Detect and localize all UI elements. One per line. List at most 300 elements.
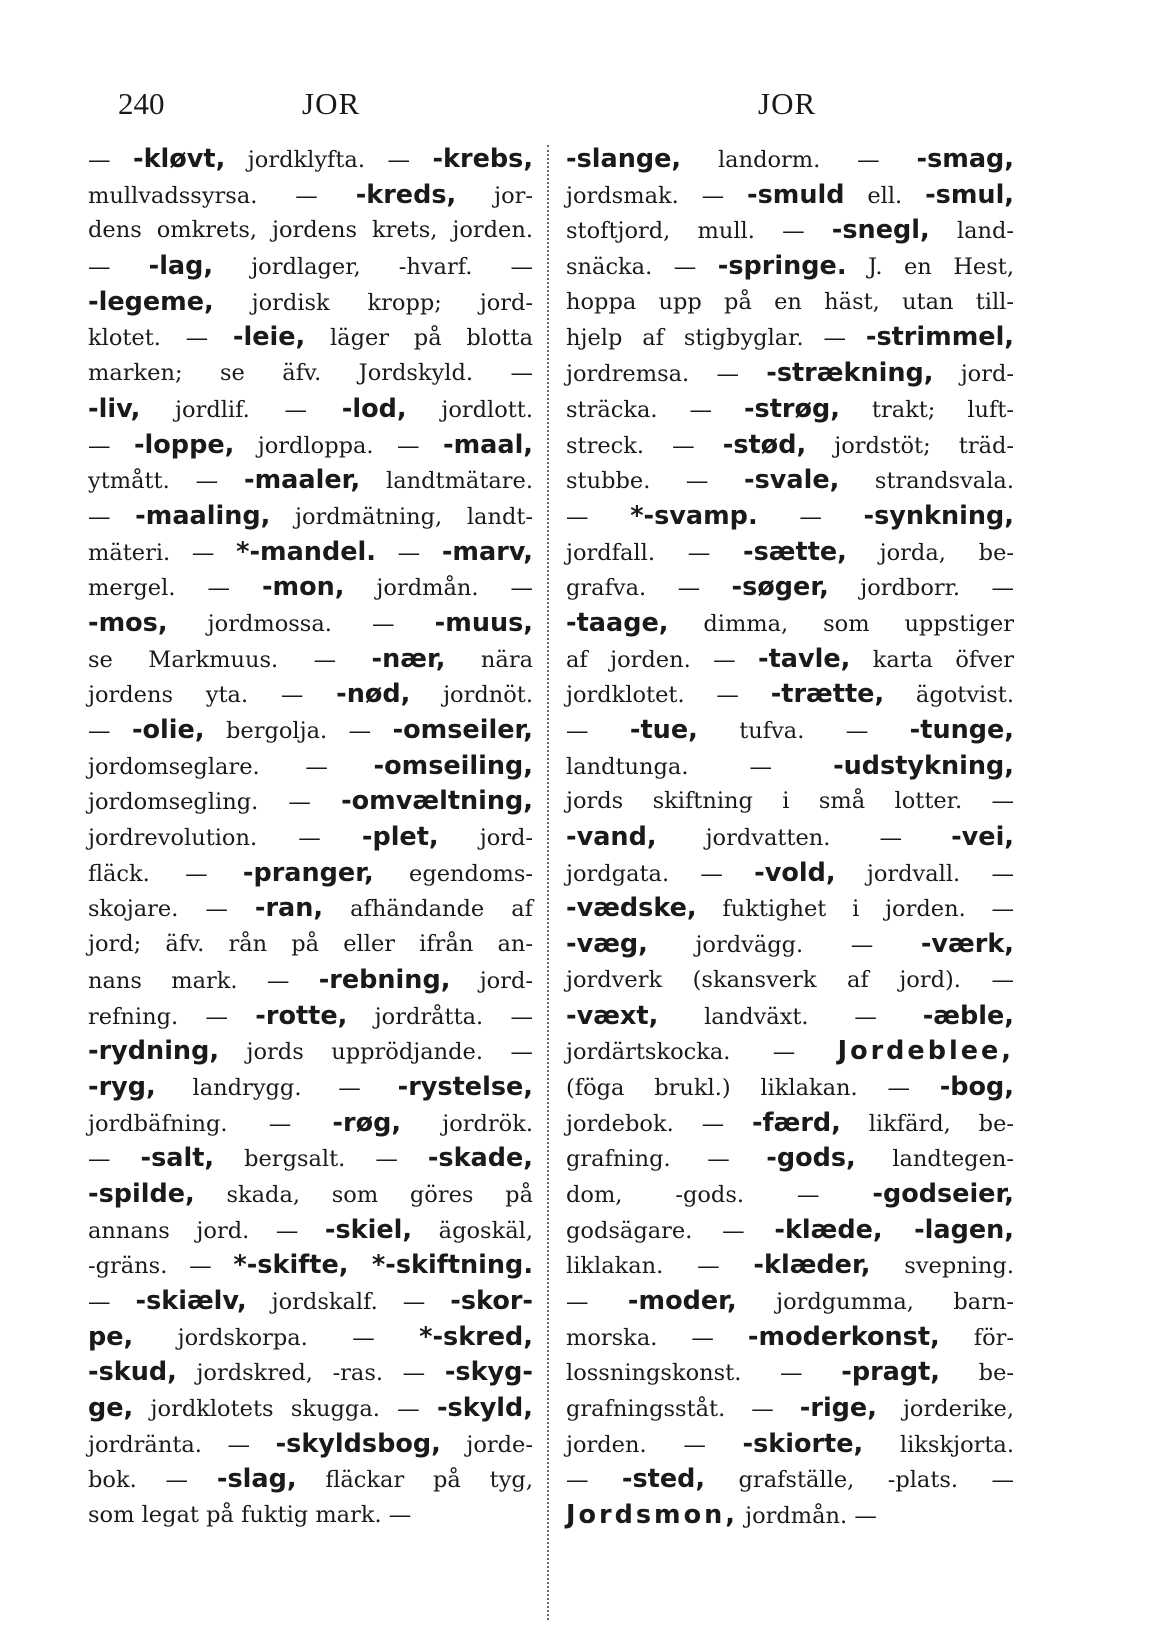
definition-text: mullvadssyrsa. — xyxy=(88,182,356,209)
headword: -ryg, xyxy=(88,1071,156,1102)
text-line xyxy=(566,749,1014,785)
right-guide-word: JOR xyxy=(758,86,817,121)
definition-text: godsägare. — xyxy=(566,1217,775,1244)
definition-text: jordvall. — xyxy=(835,860,1014,887)
definition-text: jord- xyxy=(450,967,533,994)
definition-text: J. en Hest, xyxy=(846,254,1014,281)
text-line xyxy=(88,1391,533,1427)
definition-text: ell. xyxy=(844,182,926,209)
definition-text: fuktighet i jorden. — xyxy=(696,896,1014,923)
text-line xyxy=(88,749,533,785)
text-line xyxy=(566,1070,1014,1106)
definition-text: stubbe. — xyxy=(566,468,744,495)
definition-text: som legat på fuktig mark. — xyxy=(88,1502,412,1529)
headword: -skor- xyxy=(450,1286,534,1316)
text-line xyxy=(88,1034,533,1070)
definition-text: jordmån. — xyxy=(737,1503,877,1530)
definition-text: jordklyfta. — xyxy=(225,147,433,173)
text-line xyxy=(566,642,1014,678)
text-line xyxy=(566,1427,1014,1463)
definition-text: likskjorta. xyxy=(863,1431,1015,1458)
page-number: 240 xyxy=(118,86,165,121)
text-line xyxy=(88,142,533,178)
definition-text: jordskorpa. — xyxy=(133,1324,420,1351)
headword: -klæde, -lagen, xyxy=(774,1214,1014,1245)
headword: -loppe, xyxy=(133,429,235,460)
headword: -godseier, xyxy=(872,1178,1014,1209)
definition-text: — xyxy=(88,718,132,744)
text-line xyxy=(88,1462,533,1498)
text-line xyxy=(88,606,533,642)
definition-text: jordens yta. — xyxy=(88,682,337,709)
definition-text: jordlif. — xyxy=(140,396,342,423)
definition-text: ägoskäl, xyxy=(412,1217,533,1244)
definition-text: jordmån. — xyxy=(344,575,533,602)
definition-text: jordomseglare. — xyxy=(88,753,374,780)
definition-text: landorm. — xyxy=(681,147,917,173)
definition-text: jordränta. — xyxy=(88,1431,276,1458)
headword: *-skred, xyxy=(419,1321,533,1352)
definition-text: likfärd, be- xyxy=(840,1110,1014,1137)
definition-text: karta öfver xyxy=(850,646,1014,673)
text-line xyxy=(88,213,533,249)
text-line xyxy=(566,178,1014,214)
text-line xyxy=(88,178,533,214)
definition-text: ytmått. — xyxy=(88,468,245,495)
definition-text: ägotvist. xyxy=(884,682,1014,709)
text-line xyxy=(88,1355,533,1391)
definition-text: skada, som göres på xyxy=(194,1181,533,1208)
text-line xyxy=(566,927,1014,963)
headword: -rotte, xyxy=(255,1000,348,1031)
text-line xyxy=(88,963,533,999)
headword: *-svamp. xyxy=(630,500,758,531)
headword: -tavle, xyxy=(758,643,851,674)
text-line xyxy=(88,713,533,749)
headword: -rebning, xyxy=(318,964,451,995)
headword: -mos, xyxy=(88,607,168,638)
definition-text: jordklotet. — xyxy=(566,682,771,709)
definition-text: grafställe, -plats. — xyxy=(705,1467,1014,1494)
definition-text: egendoms- xyxy=(373,860,533,887)
text-line xyxy=(88,1320,533,1356)
text-line xyxy=(566,1213,1014,1249)
definition-text: dimma, som uppstiger xyxy=(668,610,1014,637)
headword: -vædske, xyxy=(566,893,697,924)
definition-text: — xyxy=(566,1467,622,1494)
headword: -strimmel, xyxy=(865,322,1014,353)
headword: -kreds, xyxy=(355,179,457,210)
definition-text: — xyxy=(88,1146,141,1173)
headword: -nød, xyxy=(336,679,411,710)
text-line xyxy=(566,713,1014,749)
headword: -maaling, xyxy=(135,500,271,531)
definition-text: jordebok. — xyxy=(566,1110,752,1137)
left-column xyxy=(88,142,533,1622)
definition-text: dom, -gods. — xyxy=(566,1181,873,1208)
headword: -smul, xyxy=(925,179,1014,210)
text-line xyxy=(566,1177,1014,1213)
text-line xyxy=(566,428,1014,464)
definition-text: jord; äfv. rån på eller ifrån an- xyxy=(88,931,533,958)
definition-text: — xyxy=(757,503,864,530)
definition-text: landrygg. — xyxy=(155,1074,398,1101)
text-line xyxy=(88,1498,533,1534)
definition-text: — xyxy=(88,432,134,459)
headword: -nær, xyxy=(371,643,446,674)
definition-text: snäcka. — xyxy=(566,254,718,281)
headword: -æble, xyxy=(922,1000,1014,1031)
headword: -skyldsbog, xyxy=(275,1428,441,1459)
headword: -liv, xyxy=(88,393,141,424)
text-line xyxy=(88,1177,533,1213)
headword: -mon, xyxy=(261,572,345,603)
definition-text: jordstöt; träd- xyxy=(806,432,1014,459)
definition-text: jordvatten. — xyxy=(656,825,952,852)
headword: -strøg, xyxy=(743,393,840,424)
text-line xyxy=(566,606,1014,642)
definition-text: land- xyxy=(929,218,1014,245)
definition-text: (föga brukl.) liklakan. — xyxy=(566,1074,940,1101)
definition-text: streck. — xyxy=(566,432,723,459)
headword: -omseiler, xyxy=(392,715,533,745)
text-line xyxy=(88,463,533,499)
definition-text: — xyxy=(88,254,149,281)
headword: -skyld, xyxy=(436,1393,533,1424)
headword: -tue, xyxy=(629,715,698,745)
definition-text: jordloppa. — xyxy=(234,432,443,459)
headword: -legeme, xyxy=(88,286,214,317)
text-line xyxy=(566,784,1014,820)
definition-text: jordfall. — xyxy=(566,539,744,566)
headword: -slag, xyxy=(216,1464,297,1495)
text-line xyxy=(88,820,533,856)
headword: -røg, xyxy=(332,1107,402,1138)
headword: -svale, xyxy=(744,465,840,496)
headword: -gods, xyxy=(766,1143,856,1174)
text-line xyxy=(566,285,1014,321)
text-line xyxy=(88,784,533,820)
text-line xyxy=(88,1141,533,1177)
text-line xyxy=(566,1248,1014,1284)
definition-text: — xyxy=(566,1289,628,1315)
definition-text: marken; se äfv. Jordskyld. — xyxy=(88,360,533,387)
text-line xyxy=(566,463,1014,499)
headword: -stød, xyxy=(722,429,807,460)
definition-text: bok. — xyxy=(88,1467,217,1494)
running-header xyxy=(0,86,1152,136)
definition-text: grafning. — xyxy=(566,1146,767,1173)
text-line xyxy=(566,1320,1014,1356)
definition-text: be- xyxy=(940,1360,1014,1387)
headword: -skyg- xyxy=(444,1357,533,1388)
headword: -rydning, xyxy=(88,1036,220,1067)
text-line xyxy=(566,249,1014,285)
text-line xyxy=(566,570,1014,606)
definition-text: jordvägg. — xyxy=(647,932,921,959)
definition-text: klotet. — xyxy=(88,325,233,352)
headword: -skiælv, xyxy=(135,1286,247,1316)
definition-text: refning. — xyxy=(88,1003,256,1030)
definition-text: jordrök. xyxy=(401,1110,533,1137)
definition-text: jordsmak. — xyxy=(566,182,747,209)
definition-text: jords upprödjande. — xyxy=(219,1039,533,1066)
right-column xyxy=(566,142,1014,1622)
headword: ge, xyxy=(88,1393,134,1424)
definition-text: -gräns. — xyxy=(88,1253,234,1280)
text-line xyxy=(566,677,1014,713)
text-line xyxy=(566,142,1014,178)
definition-text: jordbäfning. — xyxy=(88,1110,333,1137)
text-line xyxy=(88,891,533,927)
definition-text: stoftjord, mull. — xyxy=(566,218,832,245)
definition-text: jordklotets skugga. — xyxy=(133,1396,437,1423)
headword: -sted, xyxy=(621,1464,706,1495)
definition-text: mäteri. — xyxy=(88,539,237,566)
headword: -skiorte, xyxy=(742,1428,864,1459)
definition-text: jordnöt. xyxy=(410,682,533,709)
headword: -moderkonst, xyxy=(747,1321,940,1352)
text-line xyxy=(88,499,533,535)
definition-text: jordlager, -hvarf. — xyxy=(213,254,533,281)
definition-text: jordmätning, landt- xyxy=(270,503,533,530)
text-line xyxy=(566,1284,1014,1320)
text-line xyxy=(88,535,533,571)
definition-text: jords skiftning i små lotter. — xyxy=(566,788,1014,815)
definition-text: landtunga. — xyxy=(566,753,834,780)
definition-text: landtmätare. xyxy=(360,468,533,495)
definition-text: nans mark. — xyxy=(88,967,319,994)
headword: -taage, xyxy=(566,607,669,638)
headword: -synkning, xyxy=(863,500,1014,531)
definition-text: — xyxy=(566,718,630,744)
text-line xyxy=(566,356,1014,392)
definition-text: grafningsståt. — xyxy=(566,1396,800,1423)
headword: -væg, xyxy=(566,929,648,960)
headword: -leie, xyxy=(232,322,306,353)
headword: -søger, xyxy=(731,572,829,603)
text-line xyxy=(88,428,533,464)
headword: -skade, xyxy=(427,1143,533,1174)
headword: -vei, xyxy=(951,822,1014,853)
text-line xyxy=(566,392,1014,428)
headword: -krebs, xyxy=(432,144,533,174)
definition-text: — xyxy=(566,503,631,530)
headword: -muus, xyxy=(434,607,533,638)
text-line xyxy=(88,1427,533,1463)
text-line xyxy=(88,1106,533,1142)
text-line xyxy=(566,1462,1014,1498)
definition-text: jordborr. — xyxy=(828,575,1014,602)
headword: -omseiling, xyxy=(373,750,533,781)
headword: -vold, xyxy=(754,857,836,888)
headword: -vand, xyxy=(566,822,657,853)
text-line xyxy=(88,642,533,678)
definition-text: skojare. — xyxy=(88,896,255,923)
definition-text: lossningskonst. — xyxy=(566,1360,842,1387)
text-line xyxy=(566,1141,1014,1177)
definition-text: mergel. — xyxy=(88,575,262,602)
definition-text: hoppa upp på en häst, utan till- xyxy=(566,288,1014,315)
headword: -rige, xyxy=(799,1393,877,1424)
definition-text: af jorden. — xyxy=(566,646,758,673)
definition-text: se Markmuus. — xyxy=(88,646,372,673)
headword: -kløvt, xyxy=(133,144,226,174)
text-line xyxy=(566,820,1014,856)
definition-text: för- xyxy=(939,1324,1014,1351)
headword: -maal, xyxy=(443,429,533,460)
text-line xyxy=(88,1284,533,1320)
text-line xyxy=(88,392,533,428)
definition-text: jorderike, xyxy=(876,1396,1014,1423)
definition-text: bergolja. — xyxy=(204,718,393,744)
headword: -smag, xyxy=(916,144,1014,174)
headword: -snegl, xyxy=(831,215,930,246)
definition-text: grafva. — xyxy=(566,575,732,602)
definition-text: afhändande af xyxy=(323,896,533,923)
headword: -tunge, xyxy=(909,715,1014,745)
headword: -klæder, xyxy=(753,1250,871,1281)
headword: -marv, xyxy=(441,536,533,567)
text-line xyxy=(566,1106,1014,1142)
headword: -lag, xyxy=(148,251,214,282)
headword: -trætte, xyxy=(770,679,885,710)
definition-text: jordomsegling. — xyxy=(88,789,342,816)
text-line xyxy=(88,1248,533,1284)
text-line xyxy=(88,249,533,285)
headword: -plet, xyxy=(361,822,439,853)
headword: pe, xyxy=(88,1321,134,1352)
headword: -væxt, xyxy=(566,1000,659,1031)
text-line xyxy=(88,285,533,321)
definition-text: — xyxy=(88,503,136,530)
definition-text: landväxt. — xyxy=(658,1003,923,1030)
definition-text: jordremsa. — xyxy=(566,361,767,388)
definition-text: fläck. — xyxy=(88,860,243,887)
definition-text: läger på blotta xyxy=(305,325,533,352)
headword: -færd, xyxy=(751,1107,841,1138)
definition-text: hjelp af stigbyglar. — xyxy=(566,325,866,352)
definition-text: — xyxy=(375,539,442,566)
headword: -rystelse, xyxy=(397,1071,533,1102)
definition-text: tufva. — xyxy=(697,718,910,744)
headword: -udstykning, xyxy=(833,750,1014,781)
definition-text: jordgata. — xyxy=(566,860,755,887)
headword: -bog, xyxy=(939,1071,1014,1102)
headword: -salt, xyxy=(140,1143,215,1174)
definition-text: svepning. xyxy=(870,1253,1014,1280)
text-line xyxy=(88,1070,533,1106)
headword: -pranger, xyxy=(242,857,374,888)
text-line xyxy=(566,1498,1014,1534)
headword: *-mandel. xyxy=(236,536,376,567)
text-line xyxy=(88,856,533,892)
definition-text: jor- xyxy=(456,182,533,209)
definition-text: jordverk (skansverk af jord). — xyxy=(566,966,1014,993)
text-line xyxy=(88,1213,533,1249)
definition-text: liklakan. — xyxy=(566,1253,754,1280)
headword: *-skifte, *-skiftning. xyxy=(233,1250,534,1281)
definition-text: bergsalt. — xyxy=(214,1146,428,1173)
definition-text: jord- xyxy=(933,361,1014,388)
definition-text: jorde- xyxy=(440,1431,533,1458)
definition-text: jordlott. xyxy=(406,396,533,423)
headword: -moder, xyxy=(627,1286,737,1316)
text-line xyxy=(88,570,533,606)
text-line xyxy=(566,856,1014,892)
definition-text: jordisk kropp; jord- xyxy=(213,289,533,316)
definition-text: jordärtskocka. — xyxy=(566,1039,838,1066)
headword: -slange, xyxy=(566,144,682,174)
text-line xyxy=(566,1355,1014,1391)
definition-text: fläckar på tyg, xyxy=(296,1467,533,1494)
definition-text: jordrevolution. — xyxy=(88,825,362,852)
definition-text: jordmossa. — xyxy=(167,610,435,637)
definition-text: sträcka. — xyxy=(566,396,744,423)
text-line xyxy=(566,1391,1014,1427)
text-line xyxy=(566,499,1014,535)
headword: Jordsmon, xyxy=(566,1500,738,1531)
headword: Jordeblee, xyxy=(837,1036,1014,1067)
headword: -maaler, xyxy=(244,465,361,496)
column-divider xyxy=(547,145,549,1620)
headword: -smuld xyxy=(747,179,845,210)
definition-text: — xyxy=(88,147,133,173)
definition-text: jordskred, -ras. — xyxy=(176,1360,445,1387)
text-line xyxy=(88,677,533,713)
text-line xyxy=(88,999,533,1035)
definition-text: nära xyxy=(445,646,533,673)
left-guide-word: JOR xyxy=(302,86,361,121)
headword: -olie, xyxy=(131,715,205,745)
definition-text: trakt; luft- xyxy=(839,396,1014,423)
definition-text: jordgumma, barn- xyxy=(736,1289,1014,1315)
definition-text: — xyxy=(88,1289,136,1315)
headword: -skud, xyxy=(88,1357,177,1388)
headword: -springe. xyxy=(717,251,847,282)
definition-text: jordskalf. — xyxy=(246,1289,451,1315)
headword: -sætte, xyxy=(743,536,847,567)
definition-text: dens omkrets, jordens krets, jorden. xyxy=(88,217,533,244)
headword: -værk, xyxy=(920,929,1014,960)
definition-text: annans jord. — xyxy=(88,1217,325,1244)
headword: -strækning, xyxy=(766,358,934,389)
definition-text: landtegen- xyxy=(855,1146,1014,1173)
text-line xyxy=(566,963,1014,999)
text-line xyxy=(566,1034,1014,1070)
headword: -pragt, xyxy=(841,1357,940,1388)
text-line xyxy=(88,356,533,392)
headword: -lod, xyxy=(341,393,407,424)
definition-text: strandsvala. xyxy=(839,468,1014,495)
text-line xyxy=(566,535,1014,571)
headword: -omvæltning, xyxy=(341,786,533,817)
text-line xyxy=(88,927,533,963)
text-line xyxy=(566,213,1014,249)
headword: -ran, xyxy=(254,893,324,924)
text-line xyxy=(566,999,1014,1035)
definition-text: jordråtta. — xyxy=(347,1003,534,1030)
headword: -spilde, xyxy=(88,1178,195,1209)
definition-text: jorden. — xyxy=(566,1431,743,1458)
text-line xyxy=(566,320,1014,356)
definition-text: jord- xyxy=(438,825,534,852)
text-line xyxy=(566,891,1014,927)
headword: -skiel, xyxy=(324,1214,413,1245)
text-line xyxy=(88,320,533,356)
definition-text: morska. — xyxy=(566,1324,748,1351)
definition-text: jorda, be- xyxy=(846,539,1014,566)
